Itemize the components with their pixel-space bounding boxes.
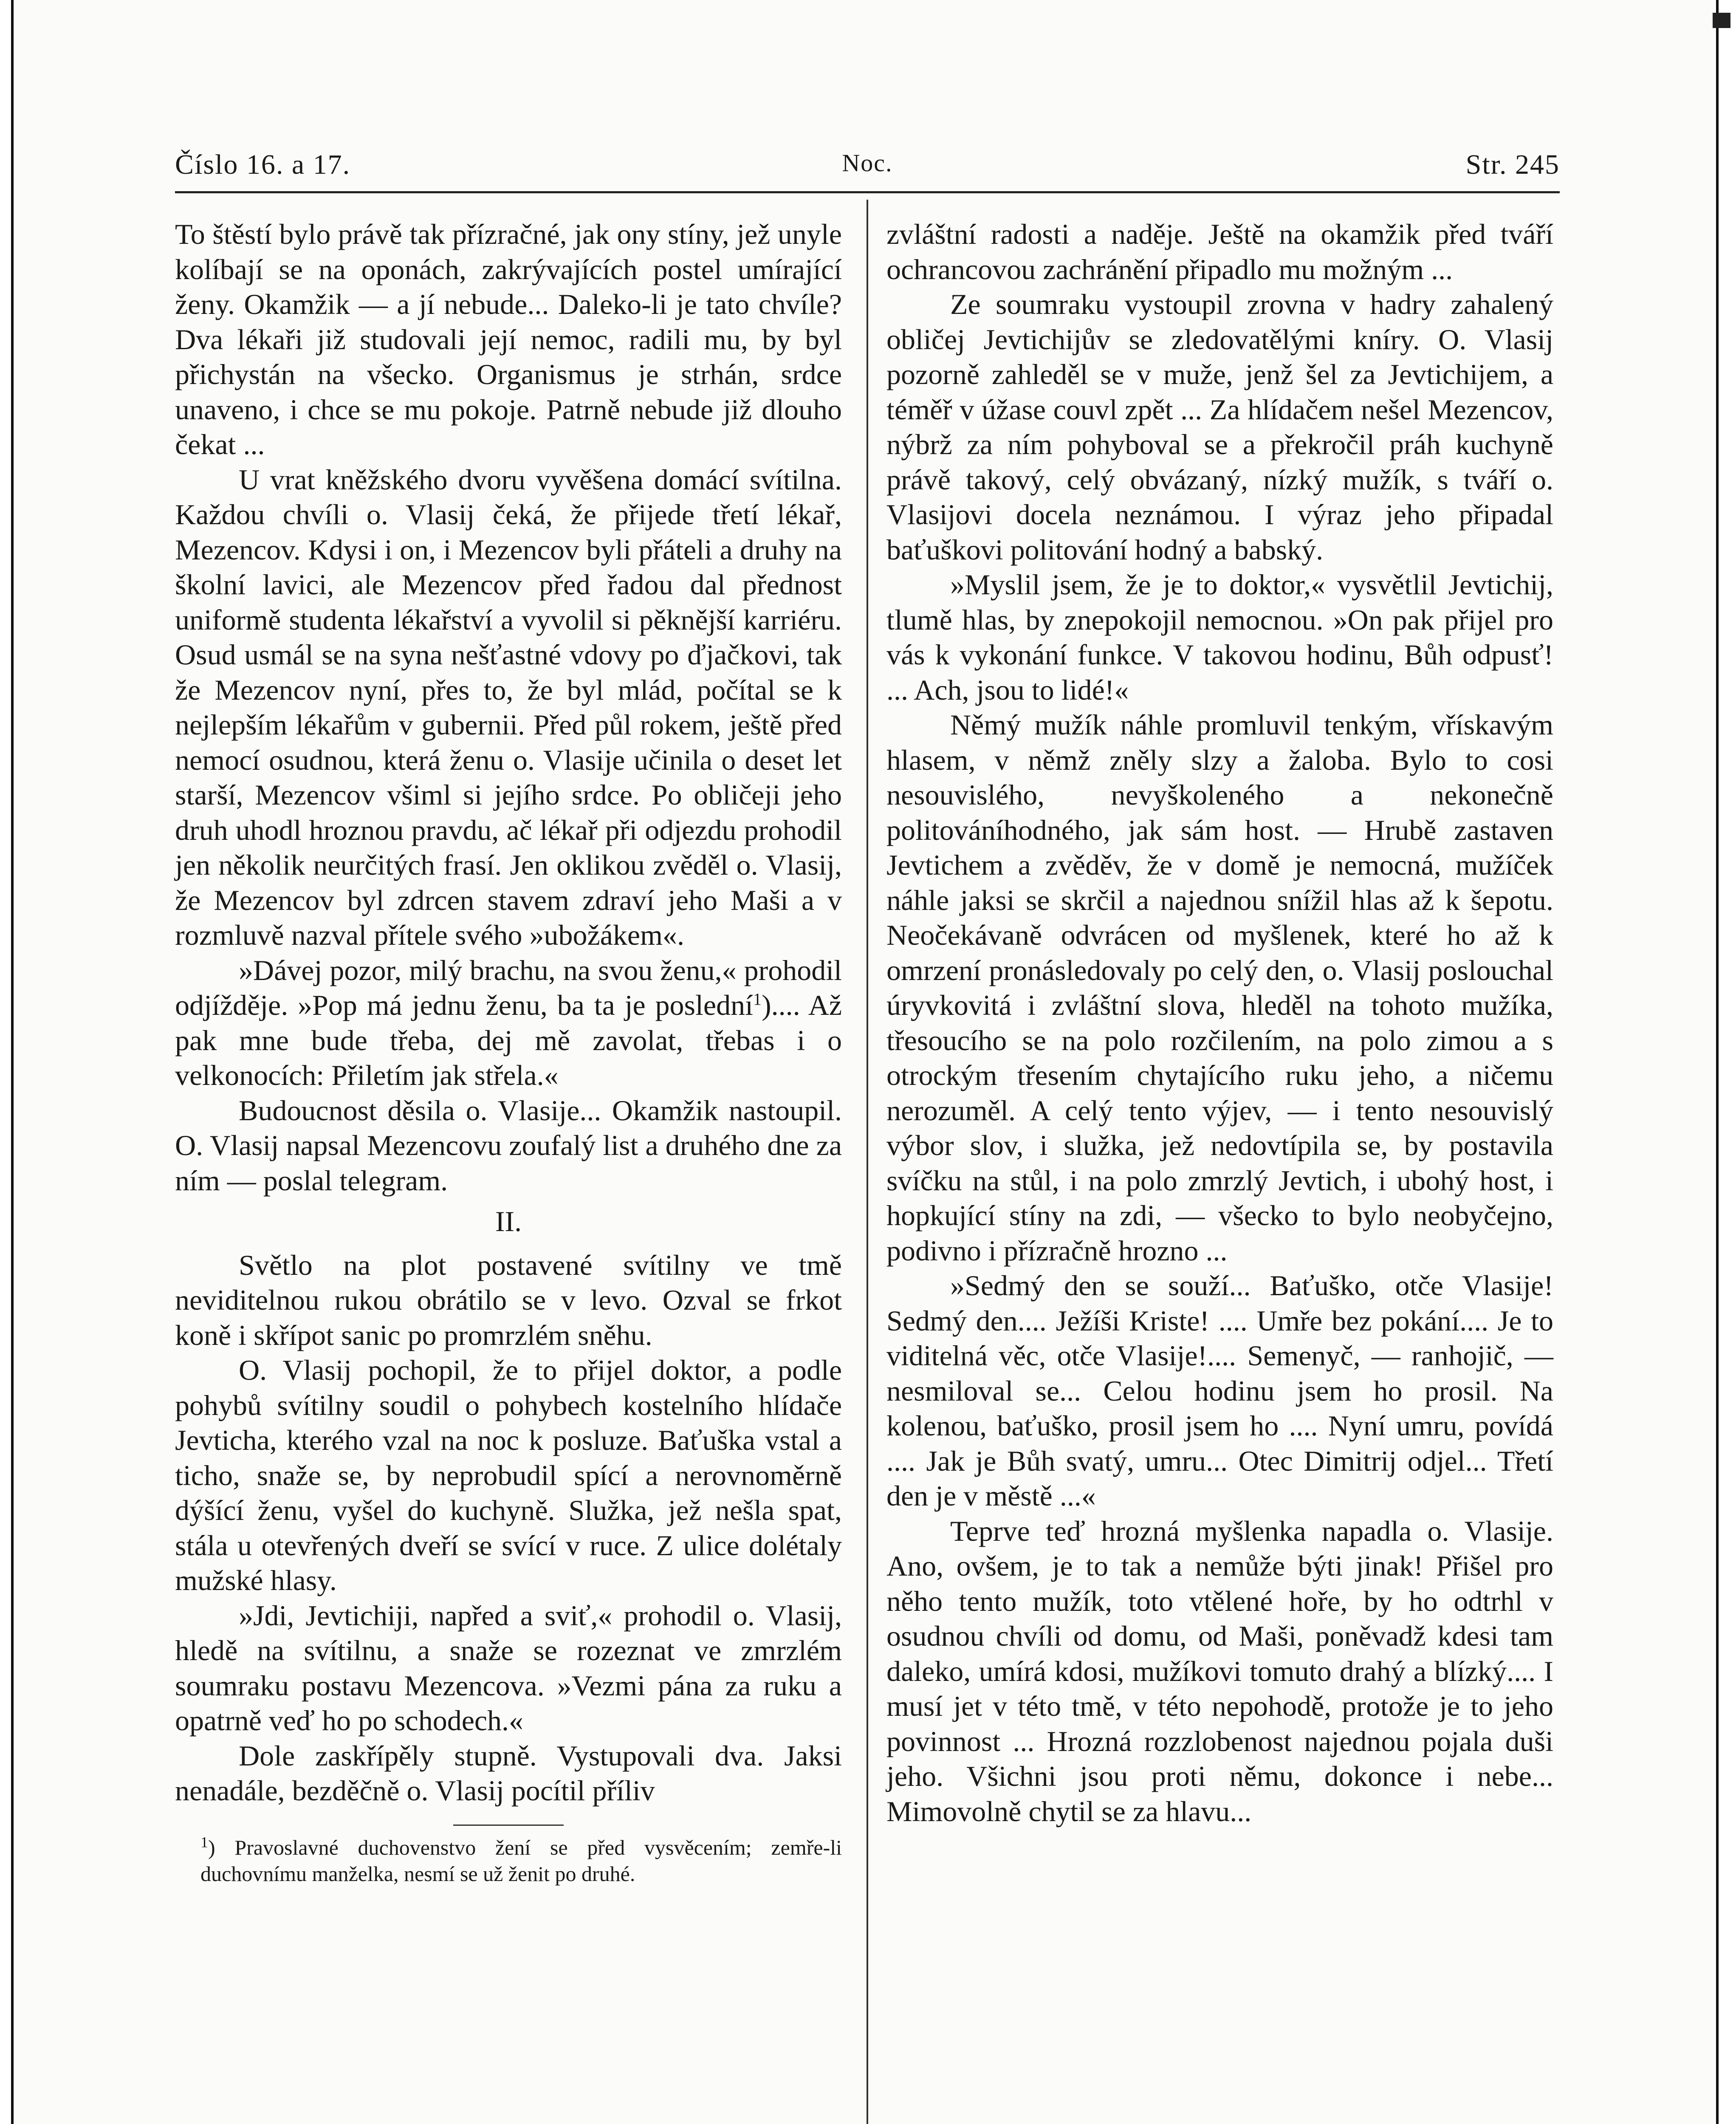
page-header (175, 149, 1560, 187)
paragraph: Dole zaskřípěly stupně. Vystupovali dva. Jaksi nenadále, bezděčně o. Vlasij pocítil příliv (175, 1739, 842, 1807)
paragraph: Němý mužík náhle promluvil tenkým, vřískavým hlasem, v němž zněly slzy a žaloba. Bylo to cosi nesouvislého, nevyškoleného a nekonečně politováníhodného, jak sám host. — Hrubě zastaven Jevtichem a zvěděv, že v domě je nemocná, mužíček náhle jaksi se skrčil a najednou snížil hlas až k šepotu. Neočekávaně odvrácen od myšlenek, které ho až k omrzení pronásledovaly po celý den, o. Vlasij poslouchal úryvkovitá i zvláštní slova, hleděl na tohoto mužíka, třesoucího se na polo rozčilením, na polo zimou a s otrockým třesením chytajícího ruku jeho, a ničemu nerozuměl. A celý tento výjev, — i tento nesouvislý výbor slov, i služka, jež nedovtípila se, by postavila svíčku na stůl, i na polo zmrzlý Jevtich, i ubohý host, i hopkující stíny na zdi, — všecko to bylo neobyčejno, podivno i přízračně hrozno ... (886, 709, 1553, 1267)
paragraph: »Myslil jsem, že je to doktor,« vysvětlil Jevtichij, tlumě hlas, by znepokojil nemocnou. »On pak přijel pro vás k vykonání funkce. V takovou hodinu, Bůh odpusť! ... Ach, jsou to lidé!« (886, 568, 1553, 706)
journal-title: Noc. (842, 149, 893, 177)
paragraph: O. Vlasij pochopil, že to přijel doktor, a podle pohybů svítilny soudil o pohybech kostelního hlídače Jevticha, kterého vzal na noc k posluze. Baťuška vstal a ticho, snaže se, by neprobudil spící a nerovnoměrně dýšící ženu, vyšel do kuchyně. Služka, jež nešla spat, stála u otevřených dveří se svící v ruce. Z ulice dolétaly mužské hlasy. (175, 1354, 842, 1596)
quote-paragraph (175, 953, 842, 1093)
paragraph: To štěstí bylo právě tak přízračné, jak ony stíny, jež unyle kolíbají se na oponách, zakrývajících postel umírající ženy. Okamžik — a jí nebude... Daleko-li je tato chvíle? Dva lékaři již studovali její nemoc, radili mu, by byl přichystán na všecko. Organismus je strhán, srdce unaveno, i chce se mu pokoje. Patrně nebude již dlouho čekat ... (175, 218, 842, 460)
section-number: II. (495, 1205, 522, 1237)
footnote-rule (453, 1825, 564, 1826)
quote-text: ).... Až pak mne bude třeba, dej mě zavolat, třebas i o velkonocích: Přiletím jak střela.« (175, 989, 842, 1091)
paragraph: Budoucnost děsila o. Vlasije... Okamžik nastoupil. O. Vlasij napsal Mezencovu zoufalý list a druhého dne za ním — poslal telegram. (175, 1094, 842, 1197)
paragraph: »Sedmý den se souží... Baťuško, otče Vlasije! Sedmý den.... Ježíši Kriste! .... Umře bez pokání.... Je to viditelná věc, otče Vlasije!.... Semenyč, — ranhojič, — nesmiloval se... Celou hodinu jsem ho prosil. Na kolenou, baťuško, prosil jsem ho .... Nyní umru, povídá .... Jak je Bůh svatý, umru... Otec Dimitrij odjel... Třetí den je v městě ...« (886, 1269, 1553, 1512)
paragraph: »Jdi, Jevtichiji, napřed a sviť,« prohodil o. Vlasij, hledě na svítilnu, a snaže se rozeznat ve zmrzlém soumraku postavu Mezencova. »Vezmi pána za ruku a opatrně veď ho po schodech.« (175, 1599, 842, 1737)
corner-mark (1713, 13, 1730, 28)
right-column (886, 217, 1553, 1829)
paragraph: zvláštní radosti a naděje. Ještě na okamžik před tváří ochrancovou zachránění připadlo mu možným ... (886, 218, 1553, 285)
paragraph: U vrat kněžského dvoru vyvěšena domácí svítilna. Každou chvíli o. Vlasij čeká, že přijede třetí lékař, Mezencov. Kdysi i on, i Mezencov byli přáteli a druhy na školní lavici, ale Mezencov před řadou dal přednost uniformě studenta lékařství a vyvolil si pěknější karriéru. Osud usmál se na syna nešťastné vdovy po ďjačkovi, tak že Mezencov nyní, přes to, že byl mlád, počítal se k nejlepším lékařům v gubernii. Před půl rokem, ještě před nemocí osudnou, která ženu o. Vlasije učinila o deset let starší, Mezencov všiml si jejího srdce. Po obličeji jeho druh uhodl hroznou pravdu, ač lékař při odjezdu prohodil jen několik neurčitých frasí. Jen oklikou zvěděl o. Vlasij, že Mezencov byl zdrcen stavem zdraví jeho Maši a v rozmluvě nazval přítele svého »ubožákem«. (175, 463, 842, 951)
footnote-marker: 1 (200, 1833, 208, 1850)
footnote (175, 1834, 842, 1887)
footnote-reference: 1 (753, 989, 762, 1009)
footnote-text: ) Pravoslavné duchovenstvo žení se před vysvěcením; zemře-li duchovnímu manželka, nesmí se už ženit po druhé. (200, 1835, 842, 1886)
page-number: Str. 245 (1465, 149, 1560, 180)
left-column (175, 217, 842, 1887)
quote-text: »Dávej pozor, milý brachu, na svou ženu,« prohodil odjížděje. »Pop má jednu ženu, ba ta je poslední (175, 954, 842, 1021)
column-divider (867, 200, 868, 2124)
paragraph: Světlo na plot postavené svítilny ve tmě neviditelnou rukou obrátilo se v levo. Ozval se frkot koně i skřípot sanic po promrzlém sněhu. (175, 1248, 842, 1351)
paragraph: Teprve teď hrozná myšlenka napadla o. Vlasije. Ano, ovšem, je to tak a nemůže býti jinak! Přišel pro něho tento mužík, toto vtělené hoře, by ho odtrhl v osudnou chvíli od domu, od Maši, poněvadž kdesi tam daleko, umírá kdosi, mužíkovi tomuto drahý a blízký.... I musí jet v této tmě, v této nepohodě, protože je to jeho povinnost ... Hrozná rozzlobenost najednou pojala duši jeho. Všichni jsou proti němu, dokonce i nebe... Mimovolně chytil se za hlavu... (886, 1514, 1553, 1827)
issue-number: Číslo 16. a 17. (175, 149, 351, 180)
header-rule (175, 191, 1560, 193)
paragraph: Ze soumraku vystoupil zrovna v hadry zahalený obličej Jevtichijův se zledovatělými kníry. O. Vlasij pozorně zahleděl se v muže, jenž šel za Jevtichijem, a téměř v úžase couvl zpět ... Za hlídačem nešel Mezencov, nýbrž za ním pohyboval se a překročil práh kuchyně právě takový, celý obvázaný, nízký mužík, s tváří o. Vlasijovi docela neznámou. I výraz jeho připadal baťuškovi politování hodný a babský. (886, 288, 1553, 566)
page-sheet (11, 0, 1719, 2124)
